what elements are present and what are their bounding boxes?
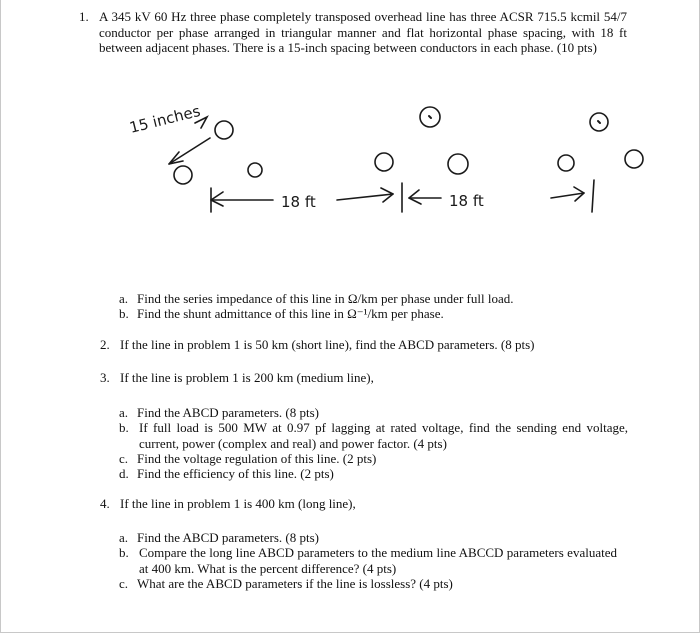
problem-4-part-c: c. What are the ABCD parameters if the line is lossless? (4 pts) [119, 576, 453, 591]
problem-2-text: If the line in problem 1 is 50 km (short line), find the ABCD parameters. (8 pts) [120, 337, 535, 352]
phase-spacing-label-2: 18 ft [449, 192, 484, 210]
conductor-circle [174, 166, 192, 184]
spacing-label: 15 inches [127, 101, 203, 137]
problem-1-part-a: a. Find the series impedance of this line in Ω/km per phase under full load. [119, 291, 514, 306]
problem-3-part-b-label: b. [119, 420, 129, 435]
spacing-arrow [169, 138, 210, 164]
problem-3-text: If the line is problem 1 is 200 km (medium line), [120, 370, 374, 385]
phase-spacing-label-1: 18 ft [281, 193, 316, 211]
conductor-circle [448, 154, 468, 174]
problem-3-part-a: a. Find the ABCD parameters. (8 pts) [119, 405, 319, 420]
conductor-arrangement-sketch [111, 88, 671, 248]
problem-1-part-b: b. Find the shunt admittance of this line in Ω⁻¹/km per phase. [119, 306, 444, 321]
problem-3-part-b: If full load is 500 MW at 0.97 pf lagging at rated voltage, find the sending end voltage, current, power (complex and real) and power factor. (4 pts) [139, 420, 628, 451]
problem-4-part-b: Compare the long line ABCD parameters to the medium line ABCCD parameters evaluated at 400 km. What is the percent difference? (4 pts) [139, 545, 617, 576]
problem-3-part-c: c. Find the voltage regulation of this line. (2 pts) [119, 451, 377, 466]
problem-2-number: 2. [100, 337, 110, 352]
problem-1-number: 1. [79, 9, 89, 24]
problem-4-part-a: a. Find the ABCD parameters. (8 pts) [119, 530, 319, 545]
problem-3-number: 3. [100, 370, 110, 385]
conductor-circle [625, 150, 643, 168]
conductor-circle [215, 121, 233, 139]
conductor-circle [558, 155, 574, 171]
conductor-circle [248, 163, 262, 177]
conductor-circle [375, 153, 393, 171]
problem-4-text: If the line in problem 1 is 400 km (long line), [120, 496, 356, 511]
problem-3-part-d: d. Find the efficiency of this line. (2 pts) [119, 466, 334, 481]
problem-4-part-b-label: b. [119, 545, 129, 560]
dimension-arrow-middle [337, 194, 393, 200]
problem-4-number: 4. [100, 496, 110, 511]
problem-1-text: A 345 kV 60 Hz three phase completely transposed overhead line has three ACSR 715.5 kcmil 54/7 conductor per phase arranged in triangular manner and flat horizontal phase spacing, with 18 ft between adjacent phases. There is a 15-inch spacing between conductors in each phase. (10 pts) [99, 9, 627, 55]
dimension-tick-right [592, 180, 594, 212]
